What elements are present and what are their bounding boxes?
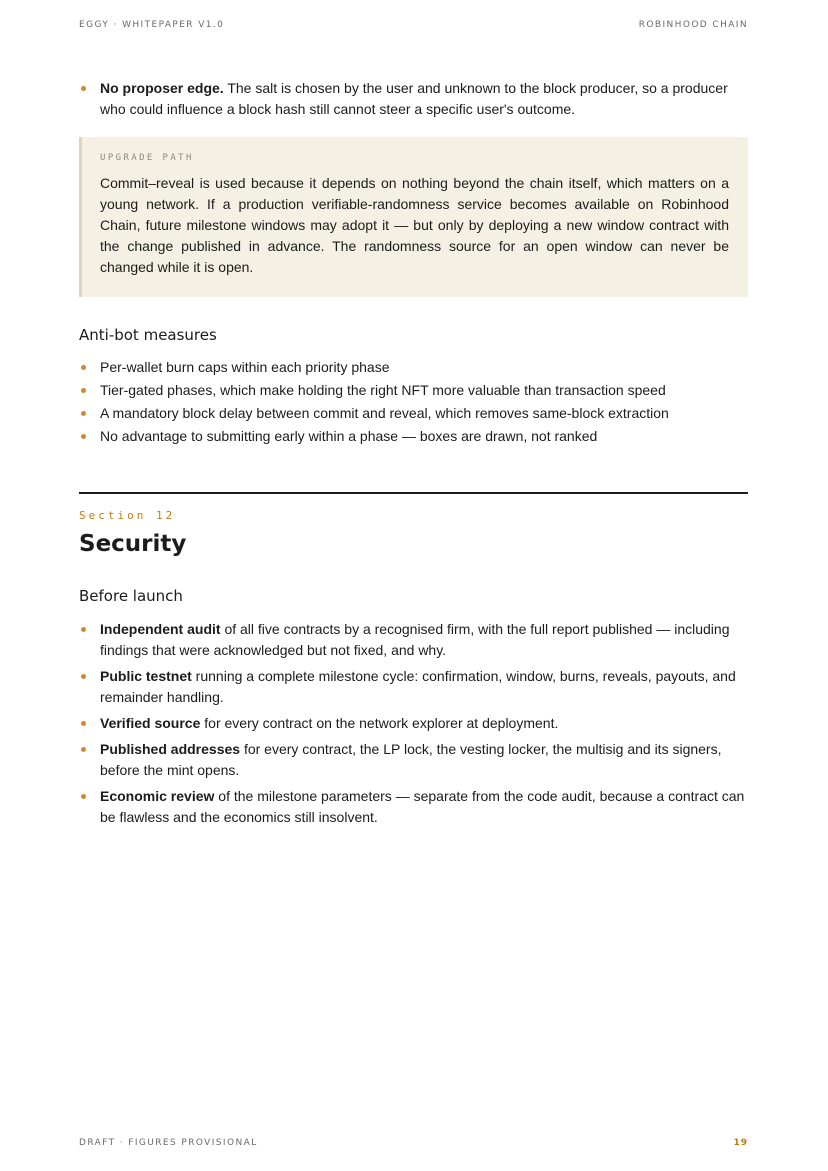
callout-label: UPGRADE PATH: [100, 153, 194, 163]
list-item: Per-wallet burn caps within each priority phase: [79, 357, 748, 378]
list-item: Tier-gated phases, which make holding the right NFT more valuable than transaction speed: [79, 380, 748, 401]
section-number-label: Section 12: [79, 509, 176, 522]
list-item: [79, 713, 748, 734]
running-header: [79, 20, 748, 30]
top-bullet-list: [79, 78, 748, 120]
before-launch-heading: Before launch: [79, 587, 183, 605]
bullet-text: of all five contracts by a recognised firm, with the full report published — including findings that were acknowledged but not fixed, and why.: [100, 621, 730, 658]
antibot-heading: Anti-bot measures: [79, 326, 217, 344]
document-page: [79, 0, 748, 1171]
list-item: No advantage to submitting early within a phase — boxes are drawn, not ranked: [79, 426, 748, 447]
bullet-text: for every contract on the network explorer at deployment.: [200, 715, 559, 731]
bullet-bold-lead: Economic review: [100, 788, 215, 804]
callout-text: Commit–reveal is used because it depends on nothing beyond the chain itself, which matters on a young network. If a production verifiable-randomness service becomes available on Robinhood Chain, future milestone windows may adopt it — but only by deploying a new window contract with the change published in advance. The randomness source for an open window can never be changed while it is open.: [100, 175, 729, 275]
bullet-text: for every contract, the LP lock, the vesting locker, the multisig and its signers, before the mint opens.: [100, 741, 722, 778]
list-item: A mandatory block delay between commit and reveal, which removes same-block extraction: [79, 403, 748, 424]
bullet-text: of the milestone parameters — separate from the code audit, because a contract can be flawless and the economics still insolvent.: [100, 788, 745, 825]
footer-draft-note: DRAFT · FIGURES PROVISIONAL: [79, 1138, 258, 1148]
page-number: 19: [733, 1138, 748, 1148]
bullet-bold-lead: No proposer edge.: [100, 80, 224, 96]
header-chain-name: ROBINHOOD CHAIN: [638, 20, 748, 30]
antibot-list: [79, 357, 748, 447]
upgrade-path-callout: [79, 137, 748, 297]
bullet-bold-lead: Verified source: [100, 715, 201, 731]
bullet-bold-lead: Independent audit: [100, 621, 221, 637]
section-title: Security: [79, 531, 187, 557]
list-item: [79, 619, 748, 661]
bullet-text: The salt is chosen by the user and unknown to the block producer, so a producer who could influence a block hash still cannot steer a specific user's outcome.: [100, 80, 728, 117]
header-doc-title: EGGY · WHITEPAPER V1.0: [79, 20, 225, 30]
bullet-bold-lead: Published addresses: [100, 741, 241, 757]
bullet-bold-lead: Public testnet: [100, 668, 192, 684]
list-item: [79, 666, 748, 708]
running-footer: [79, 1138, 748, 1148]
list-item: [79, 786, 748, 828]
list-item: [79, 78, 748, 120]
before-launch-list: [79, 619, 748, 828]
list-item: [79, 739, 748, 781]
bullet-text: running a complete milestone cycle: confirmation, window, burns, reveals, payouts, and remainder handling.: [100, 668, 736, 705]
section-divider: [79, 492, 748, 494]
